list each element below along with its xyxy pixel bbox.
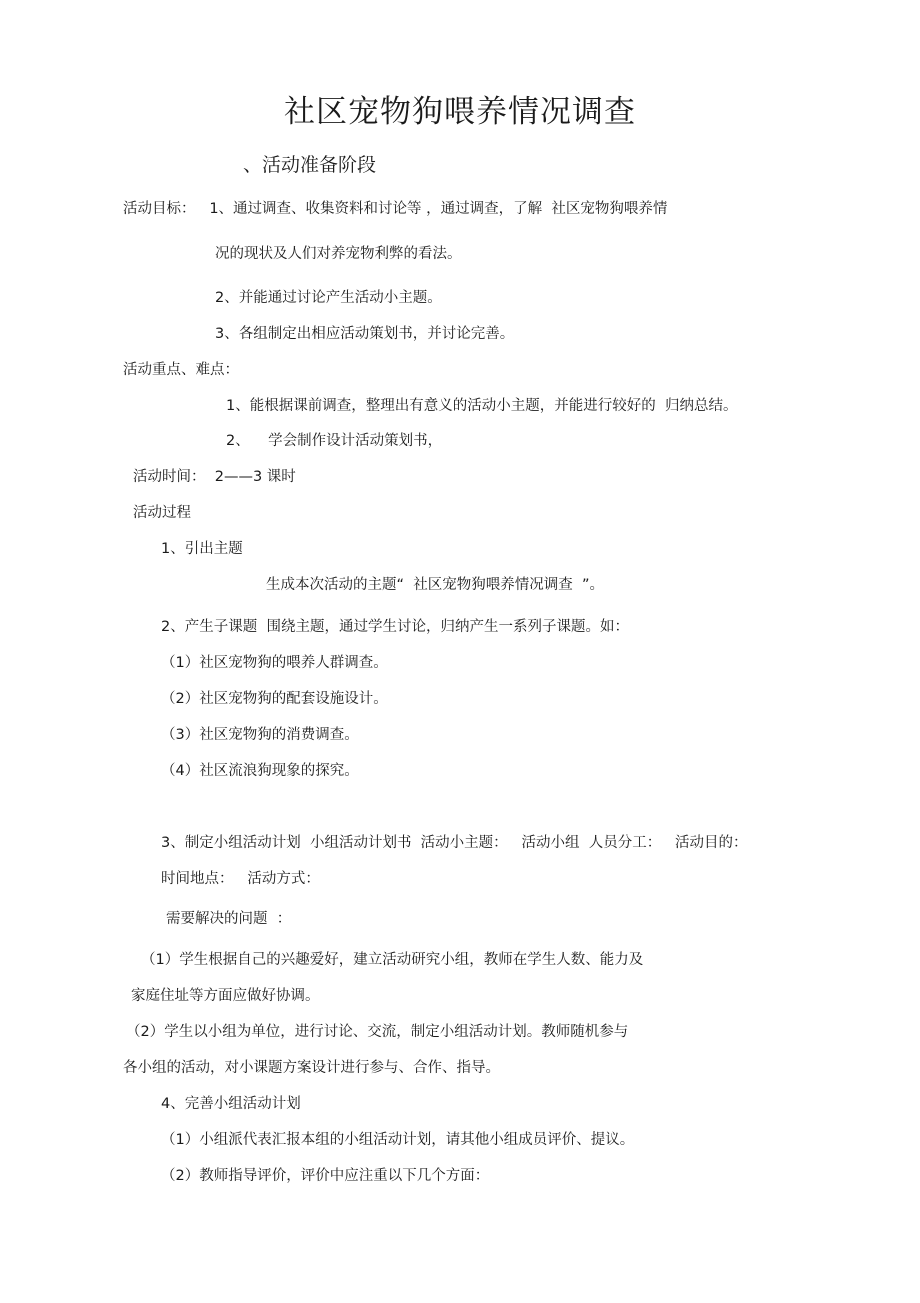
activity-process: 活动过程 [133,505,191,521]
section-heading: 、活动准备阶段 [243,154,377,176]
key-points-label: 活动重点、难点： [123,362,239,378]
step-1-heading: 1、引出主题 [161,541,243,557]
step-4-heading: 4、完善小组活动计划 [161,1096,301,1112]
subtopic-3: （3）社区宠物狗的消费调查。 [161,727,359,743]
step-4-item-2: （2）教师指导评价，评价中应注重以下几个方面： [161,1168,490,1184]
goal-line-1a: 活动目标： 1、通过调查、收集资料和讨论等 ，通过调查，了解 社区宠物狗喂养情 [123,201,668,217]
subtopic-1: （1）社区宠物狗的喂养人群调查。 [161,655,388,671]
problem-2b: 各小组的活动，对小课题方案设计进行参与、合作、指导。 [123,1060,500,1076]
goal-line-2: 2、并能通过讨论产生活动小主题。 [215,290,442,306]
key-point-1: 1、能根据课前调查，整理出有意义的活动小主题，并能进行较好的 归纳总结。 [226,398,738,414]
document-title: 社区宠物狗喂养情况调查 [284,94,636,130]
problem-1a: （1）学生根据自己的兴趣爱好，建立活动研究小组，教师在学生人数、能力及 [141,952,644,968]
activity-time: 活动时间： 2——3 课时 [133,469,296,485]
problem-2a: （2）学生以小组为单位，进行讨论、交流，制定小组活动计划。教师随机参与 [126,1024,629,1040]
key-point-2: 2、 学会制作设计活动策划书， [226,433,443,449]
problems-label: 需要解决的问题 ： [166,911,292,927]
step-2-heading: 2、产生子课题 围绕主题，通过学生讨论，归纳产生一系列子课题。如： [161,619,629,635]
step-4-item-1: （1）小组派代表汇报本组的小组活动计划，请其他小组成员评价、提议。 [161,1132,635,1148]
subtopic-2: （2）社区宠物狗的配套设施设计。 [161,691,388,707]
step-3-continued: 时间地点： 活动方式： [161,871,320,887]
subtopic-4: （4）社区流浪狗现象的探究。 [161,763,359,779]
problem-1b: 家庭住址等方面应做好协调。 [131,988,320,1004]
step-3-heading: 3、制定小组活动计划 小组活动计划书 活动小主题： 活动小组 人员分工： 活动目的： [161,835,748,851]
goal-line-3: 3、各组制定出相应活动策划书，并讨论完善。 [215,326,515,342]
step-1-text: 生成本次活动的主题“ 社区宠物狗喂养情况调查 ”。 [266,577,604,593]
goal-line-1b: 况的现状及人们对养宠物利弊的看法。 [215,246,462,262]
